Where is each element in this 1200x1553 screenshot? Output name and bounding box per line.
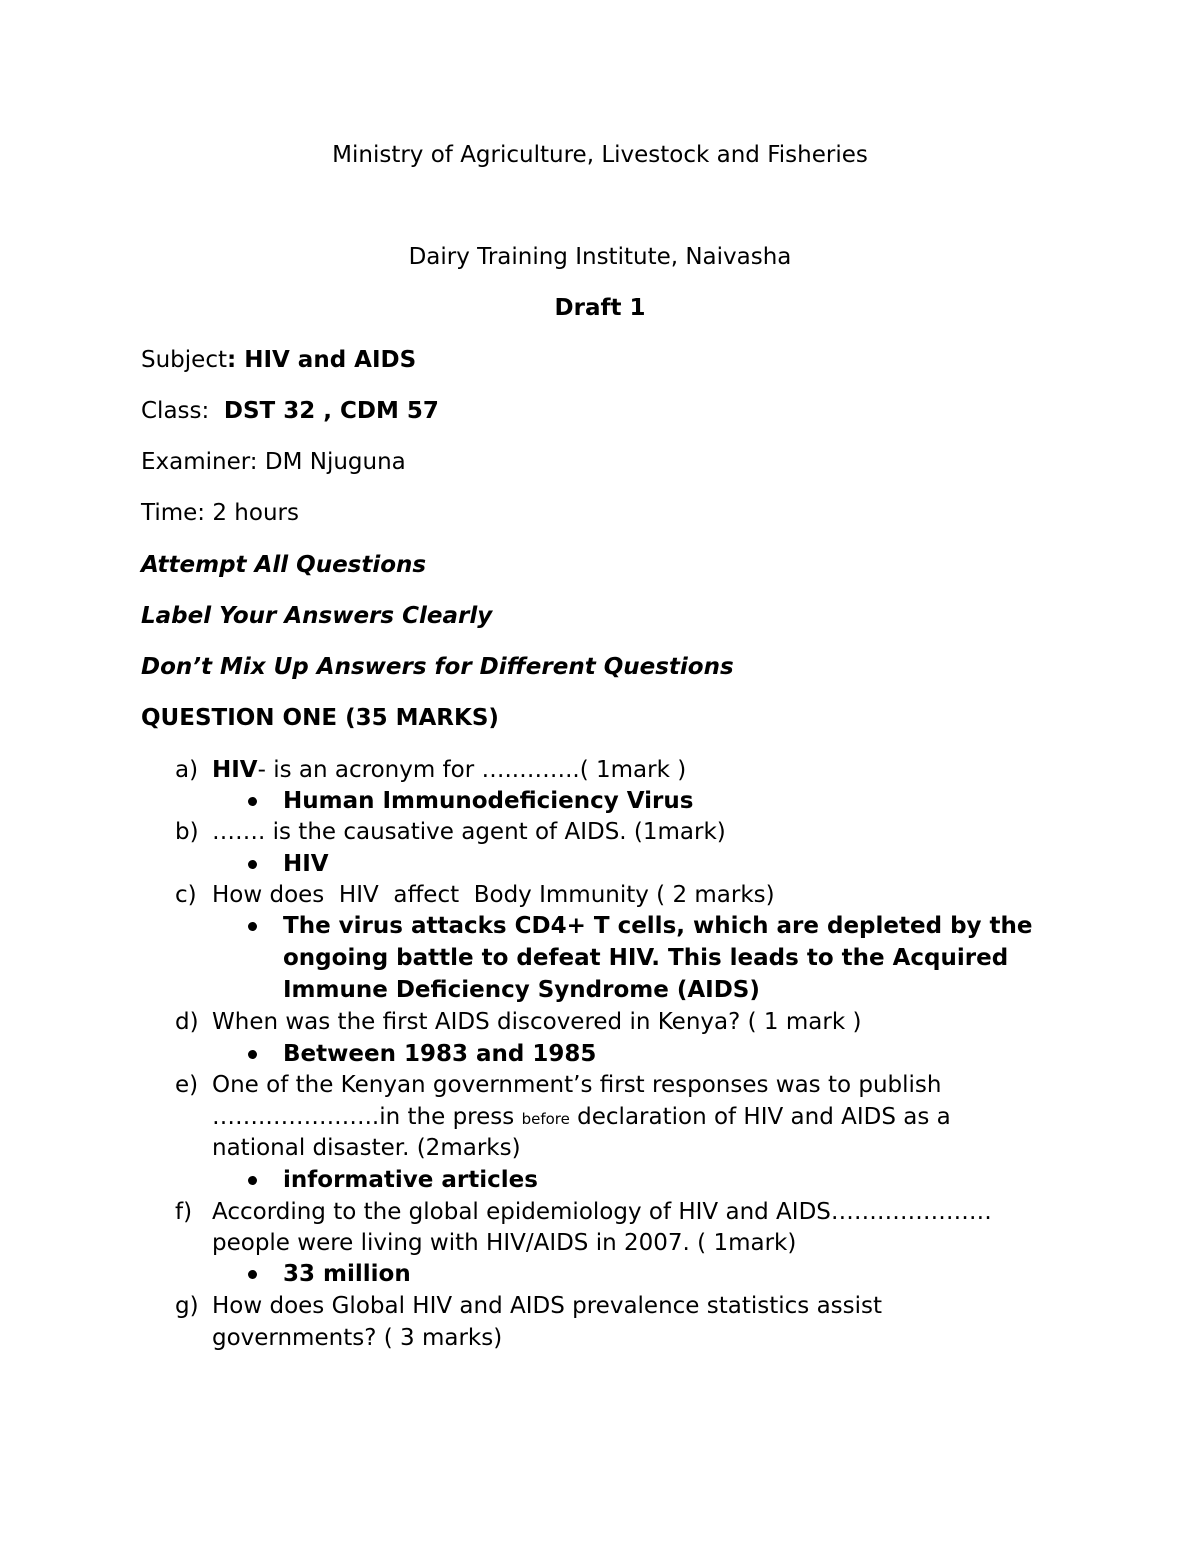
item-a-answer: Human Immunodeficiency Virus (283, 788, 694, 814)
instruction-2: Label Your Answers Clearly (141, 603, 493, 629)
item-c-answer-line-2: ongoing battle to defeat HIV. This leads to the Acquired (283, 945, 1009, 971)
item-f-answer: 33 million (283, 1261, 411, 1287)
instruction-3: Don’t Mix Up Answers for Different Questions (141, 654, 734, 680)
item-f-question-line-1: According to the global epidemiology of HIV and AIDS………………… (212, 1199, 992, 1225)
item-a-question (212, 754, 686, 786)
institute-title: Dairy Training Institute, Naivasha (408, 244, 792, 270)
item-c-question: How does HIV affect Body Immunity ( 2 marks) (212, 882, 775, 908)
item-e-line2-pre: …….……….…..in the press (212, 1104, 522, 1130)
item-b-marker: b) (175, 819, 199, 845)
examiner-line: Examiner: DM Njuguna (141, 449, 406, 475)
item-b-question: ……. is the causative agent of AIDS. (1mark) (212, 819, 726, 845)
instruction-1: Attempt All Questions (141, 552, 427, 578)
item-d-marker: d) (175, 1009, 199, 1035)
time-line: Time: 2 hours (141, 500, 299, 526)
item-c-answer-line-1: The virus attacks CD4+ T cells, which are depleted by the (283, 913, 1033, 939)
item-c-answer-line-3: Immune Deficiency Syndrome (AIDS) (283, 977, 760, 1003)
item-e-line2-post: declaration of HIV and AIDS as a (569, 1104, 951, 1130)
bullet-icon (248, 1050, 257, 1059)
draft-title: Draft 1 (554, 295, 646, 321)
item-a-text: - is an acronym for …..……..( 1mark ) (257, 757, 687, 783)
class-line (141, 395, 439, 427)
bullet-icon (248, 797, 257, 806)
item-e-question-line-3: national disaster. (2marks) (212, 1135, 521, 1161)
bullet-icon (248, 1176, 257, 1185)
bullet-icon (248, 922, 257, 931)
item-g-marker: g) (175, 1293, 199, 1319)
item-g-question-line-1: How does Global HIV and AIDS prevalence statistics assist (212, 1293, 883, 1319)
ministry-title: Ministry of Agriculture, Livestock and Fisheries (332, 142, 868, 168)
item-f-marker: f) (175, 1199, 193, 1225)
item-a-term: HIV (212, 757, 258, 783)
item-e-marker: e) (175, 1072, 199, 1098)
subject-value: : HIV and AIDS (226, 347, 417, 373)
item-e-line2-small: before (521, 1110, 570, 1128)
item-d-question: When was the first AIDS discovered in Kenya? ( 1 mark ) (212, 1009, 862, 1035)
item-e-answer: informative articles (283, 1167, 538, 1193)
item-e-question-line-2 (212, 1101, 951, 1135)
item-d-answer: Between 1983 and 1985 (283, 1041, 597, 1067)
class-label: Class: (141, 398, 224, 424)
question-one-heading: QUESTION ONE (35 MARKS) (141, 705, 499, 731)
item-c-marker: c) (175, 882, 197, 908)
subject-line (141, 344, 416, 376)
class-value: DST 32 , CDM 57 (223, 398, 439, 424)
item-g-question-line-2: governments? ( 3 marks) (212, 1325, 503, 1351)
item-b-answer: HIV (283, 851, 329, 877)
item-e-question-line-1: One of the Kenyan government’s first responses was to publish (212, 1072, 942, 1098)
bullet-icon (248, 1270, 257, 1279)
item-a-marker: a) (175, 757, 199, 783)
subject-label: Subject (141, 347, 227, 373)
item-f-question-line-2: people were living with HIV/AIDS in 2007. ( 1mark) (212, 1230, 797, 1256)
bullet-icon (248, 860, 257, 869)
